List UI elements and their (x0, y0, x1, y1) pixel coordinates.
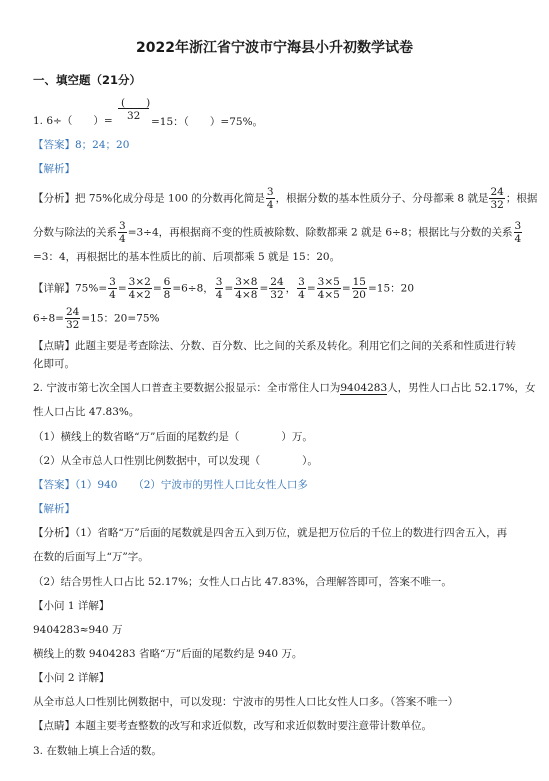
q2-sub-2: （2）从全市总人口性别比例数据中，可以发现（ ）。 (33, 455, 318, 467)
den: 4 (215, 289, 223, 301)
den: 4×5 (317, 289, 340, 301)
underlined-number: 9404283 (340, 382, 388, 394)
q2-stem-line-1 (33, 381, 536, 395)
fraction-3-4 (514, 220, 523, 245)
fraction-15-20 (352, 276, 367, 301)
q1-analysis-line-3: =3：4，再根据比的基本性质比的前、后项都乘 5 就是 15：20。 (33, 251, 341, 263)
text: 6÷8= (33, 312, 64, 325)
num: 3 (514, 220, 522, 232)
den: 8 (163, 289, 171, 301)
q2-tip: 【点睛】本题主要考查整数的改写和求近似数，改写和求近似数时要注意带计数单位。 (33, 720, 432, 732)
text: ；根据 (505, 192, 538, 205)
q2-part1-explain: 横线上的数 9404283 省略“万”后面的尾数约是 940 万。 (33, 648, 303, 660)
text: ，根据分数的基本性质分子、分母都乘 8 就是 (275, 192, 489, 205)
fraction-6-8 (163, 276, 172, 301)
num: 24 (65, 306, 80, 318)
q1-analysis-line-2 (33, 220, 523, 245)
q2-answer: 【答案】（1）940 （2）宁波市的男性人口比女性人口多 (33, 479, 308, 491)
num: 24 (270, 276, 284, 288)
fraction-3-4 (118, 220, 127, 245)
text: 【分析】把 75%化成分母是 100 的分数再化简是 (33, 192, 265, 205)
fraction-24-32 (489, 186, 504, 211)
q2-part2-explain: 从全市总人口性别比例数据中，可以发现：宁波市的男性人口比女性人口多。（答案不唯一） (33, 696, 459, 708)
fraction-3-4 (215, 276, 224, 301)
den: 20 (352, 289, 366, 301)
text: =3÷4，再根据商不变的性质被除数、除数都乘 2 就是 6÷8；根据比与分数的关系 (127, 226, 513, 239)
q2-analysis-line-1: 【分析】（1）省略“万”后面的尾数就是四舍五入到万位，就是把万位后的千位上的数进行四舍五入，再 (33, 527, 508, 539)
q2-stem-line-2: 性人口占比 47.83%。 (33, 406, 140, 418)
q2-analysis-line-2: 在数的后面写上“万”字。 (33, 551, 149, 563)
fraction-3-4 (266, 186, 275, 211)
num: 3×2 (128, 276, 151, 288)
den: 4×2 (128, 289, 151, 301)
text: =15：20 (368, 282, 415, 295)
den: 4×8 (235, 289, 258, 301)
num: 3×8 (235, 276, 258, 288)
num: 6 (163, 276, 171, 288)
text: 人，男性人口占比 52.17%，女 (387, 382, 536, 394)
q1-analysis-line-1 (33, 186, 537, 211)
q2-analysis-tag: 【解析】 (33, 503, 75, 515)
q3-stem: 3. 在数轴上填上合适的数。 (33, 745, 162, 757)
den: 32 (270, 289, 284, 301)
q2-sub-1: （1）横线上的数省略“万”后面的尾数约是（ ）万。 (33, 431, 313, 443)
den: 4 (266, 199, 274, 211)
fraction-24-32 (65, 306, 80, 331)
fraction-3x2-4x2 (128, 276, 152, 301)
text: ， (285, 282, 297, 295)
text: 2. 宁波市第七次全国人口普查主要数据公报显示：全市常住人口为 (33, 382, 341, 394)
section-heading: 一、填空题（21分） (33, 73, 142, 87)
fraction-3-4 (108, 276, 117, 301)
num: 3×5 (317, 276, 340, 288)
q1-detail-line-2 (33, 306, 160, 331)
q2-analysis-line-3: （2）结合男性人口占比 52.17%；女性人口占比 47.83%，合理解答即可，答案不唯一。 (33, 576, 452, 588)
num: 3 (266, 186, 274, 198)
q2-part1-approx: 9404283≈940 万 (33, 624, 123, 636)
fraction-bar (118, 108, 149, 109)
den: 4 (119, 233, 126, 245)
den: 32 (490, 199, 504, 211)
text: =6÷8， (172, 282, 214, 295)
q1-answer: 【答案】8；24；20 (33, 139, 130, 151)
fraction-24-32 (269, 276, 284, 301)
q1-blank-numerator: ( ) (121, 97, 151, 109)
den: 4 (514, 233, 522, 245)
q1-detail-line-1: 【详解】75%= $\frac{3}{4}$ = $\frac{3\times 2}{4\times 2}$ = $\frac{6}{8}$ =6÷8， $\frac{3}{4}$ = $\frac{3\times 8}{4\times 8}$ = $\frac{24}{32}$ ， $\frac{3}{4}$ = $\frac{3\times 5}{4\times 5}$ = $\frac{15}{20}$ =15：20 (33, 276, 415, 301)
text: =15：20=75% (81, 312, 160, 325)
q1-denominator: 32 (127, 110, 141, 122)
fraction-3x5-4x5 (317, 276, 341, 301)
q1-tip-line-2: 化即可。 (33, 358, 75, 370)
num: 24 (490, 186, 504, 198)
fraction-3x8-4x8 (234, 276, 258, 301)
text: 分数与除法的关系 (33, 226, 117, 239)
q1-prefix: 1. 6÷（ ）= (33, 115, 113, 127)
q2-part1-heading: 【小问 1 详解】 (33, 600, 110, 612)
q1-suffix: =15：（ ）=75%。 (151, 116, 264, 128)
page-title: 2022年浙江省宁波市宁海县小升初数学试卷 (136, 40, 413, 56)
num: 3 (298, 276, 305, 288)
den: 32 (65, 319, 80, 331)
den: 4 (109, 289, 116, 301)
text: 【详解】75%= (33, 282, 108, 295)
fraction-3-4 (297, 276, 306, 301)
q2-part2-heading: 【小问 2 详解】 (33, 672, 110, 684)
num: 3 (119, 220, 126, 232)
num: 15 (352, 276, 366, 288)
num: 3 (215, 276, 223, 288)
q1-tip-line-1: 【点睛】此题主要是考查除法、分数、百分数、比之间的关系及转化。利用它们之间的关系和性质进行转 (33, 340, 516, 352)
num: 3 (109, 276, 116, 288)
q1-analysis-tag: 【解析】 (33, 163, 75, 175)
den: 4 (298, 289, 305, 301)
